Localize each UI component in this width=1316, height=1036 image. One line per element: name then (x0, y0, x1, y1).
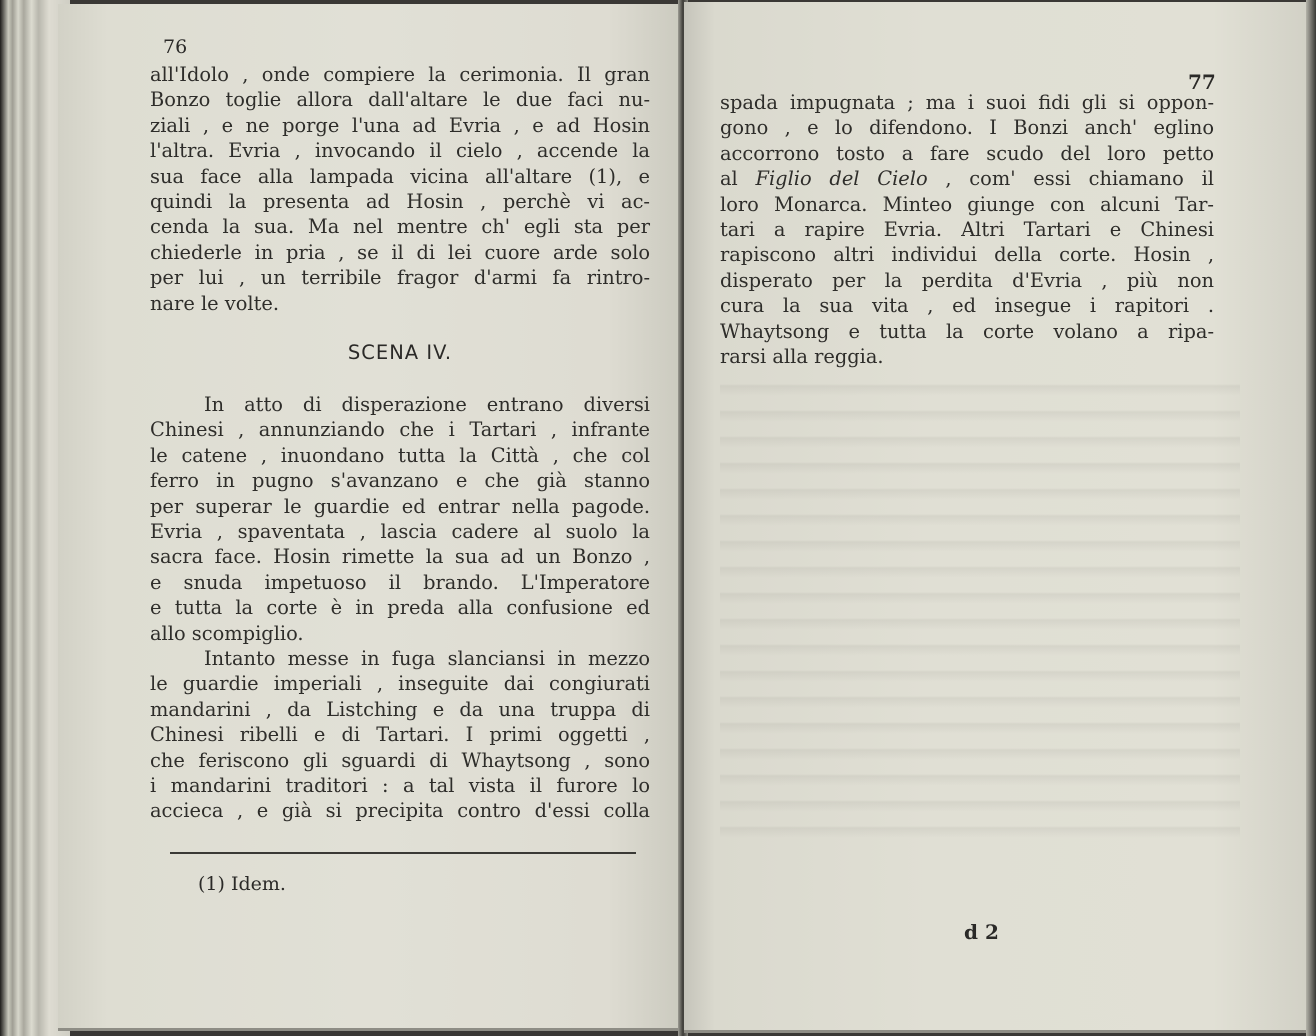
text-line: Bonzo toglie allora dall'altare le due faci nu- (150, 88, 650, 112)
text-line: nare le volte. (150, 291, 280, 315)
text-line: al Figlio del Cielo , com' essi chiamano il (720, 167, 1214, 191)
text-line: mandarini , da Listching e da una truppa di (150, 697, 650, 721)
text-line: rarsi alla reggia. (720, 345, 884, 369)
right-paragraph (720, 90, 1214, 369)
left-paragraph-2 (150, 392, 650, 646)
text-line: le catene , inuondano tutta la Città , che col (150, 443, 650, 467)
text-line: disperato per la perdita d'Evria , più non (720, 268, 1214, 292)
text-line: chiederle in pria , se il di lei cuore arde solo (150, 240, 650, 264)
italic-title: Figlio del Cielo (755, 167, 928, 191)
text-line: che feriscono gli sguardi di Whaytsong , sono (150, 748, 650, 772)
text-line: all'Idolo , onde compiere la cerimonia. Il gran (150, 63, 650, 86)
right-page-edge (1306, 0, 1316, 1036)
text-line: spada impugnata ; ma i suoi fidi gli si oppon- (720, 91, 1214, 114)
text-line: accorrono tosto a fare scudo del loro petto (720, 141, 1214, 165)
text-line: l'altra. Evria , invocando il cielo , accende la (150, 139, 650, 163)
text-line: per lui , un terribile fragor d'armi fa rintro- (150, 266, 650, 290)
text-line: rapiscono altri individui della corte. Hosin , (720, 243, 1214, 267)
show-through-text (720, 370, 1240, 850)
footnote-rule (170, 852, 636, 854)
text-line: Whaytsong e tutta la corte volano a ripa- (720, 319, 1214, 343)
left-page-number: 76 (163, 36, 188, 58)
text-line: Chinesi , annunziando che i Tartari , infrante (150, 418, 650, 442)
footnote: (1) Idem. (198, 873, 286, 895)
text-line: sacra face. Hosin rimette la sua ad un Bonzo , (150, 545, 650, 569)
text-line: Evria , spaventata , lascia cadere al suolo la (150, 520, 650, 544)
text-line: ziali , e ne porge l'una ad Evria , e ad Hosin (150, 113, 650, 137)
right-page-number: 77 (1188, 70, 1216, 94)
text-line: gono , e lo difendono. I Bonzi anch' eglino (720, 116, 1214, 140)
text-line: per superar le guardie ed entrar nella pagode. (150, 494, 650, 518)
text-line: e tutta la corte è in preda alla confusione ed (150, 596, 650, 620)
text-line: accieca , e già si precipita contro d'essi colla (150, 799, 650, 823)
signature-mark: d 2 (964, 920, 999, 944)
text-line: loro Monarca. Minteo giunge con alcuni Tar- (720, 192, 1214, 216)
left-paragraph-1 (150, 62, 650, 316)
text-line: i mandarini traditori : a tal vista il furore lo (150, 774, 650, 798)
text-line: cenda la sua. Ma nel mentre ch' egli sta per (150, 215, 650, 239)
text-line: Intanto messe in fuga slanciansi in mezzo (204, 647, 650, 670)
text-line: cura la sua vita , ed insegue i rapitori . (720, 294, 1214, 318)
text-line: Chinesi ribelli e di Tartari. I primi oggetti , (150, 723, 650, 747)
text-line: e snuda impetuoso il brando. L'Imperatore (150, 570, 650, 594)
scene-heading: SCENA IV. (347, 341, 453, 364)
text-line: sua face alla lampada vicina all'altare (1), e (150, 164, 650, 188)
text-line: le guardie imperiali , inseguite dai congiurati (150, 672, 650, 696)
text-line: allo scompiglio. (150, 621, 304, 645)
left-paragraph-3 (150, 646, 650, 824)
text-line: ferro in pugno s'avanzano e che già stanno (150, 469, 650, 493)
text-line: In atto di disperazione entrano diversi (204, 393, 650, 416)
text-line: quindi la presenta ad Hosin , perchè vi ac- (150, 190, 650, 214)
text-line: tari a rapire Evria. Altri Tartari e Chinesi (720, 218, 1214, 242)
